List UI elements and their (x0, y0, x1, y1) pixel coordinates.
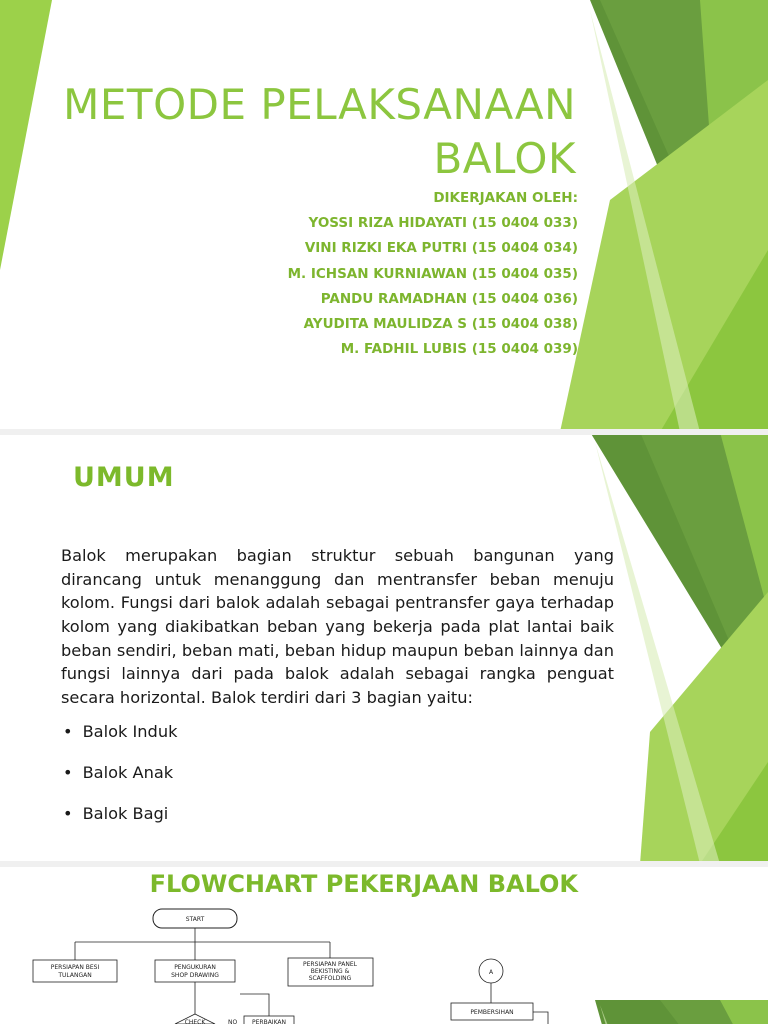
node-persiapan-besi-label: TULANGAN (58, 972, 92, 979)
slide-separator (0, 861, 768, 867)
flowchart-diagram (0, 864, 768, 1024)
title-line-1: METODE PELAKSANAAN (63, 80, 576, 129)
node-shop-drawing-label: SHOP DRAWING (171, 972, 219, 979)
node-perbaikan-label: PERBAIKAN (252, 1019, 286, 1024)
start-label: START (185, 916, 205, 923)
presentation-title (63, 78, 576, 186)
title-slide (0, 0, 768, 432)
node-persiapan-panel-label: BEKISTING & (310, 968, 350, 975)
author-item: M. ICHSAN KURNIAWAN (15 0404 035) (287, 265, 578, 282)
connector-a-label: A (488, 969, 494, 976)
node-no-label: NO (228, 1019, 238, 1024)
author-item: YOSSI RIZA HIDAYATI (15 0404 033) (308, 215, 578, 232)
node-persiapan-panel-label: PERSIAPAN PANEL (303, 961, 357, 968)
list-item: • Balok Induk (63, 722, 177, 763)
bullet-list (63, 722, 177, 845)
content-slide (0, 432, 768, 864)
author-list (288, 186, 578, 362)
slide-separator (0, 429, 768, 435)
author-item: VINI RIZKI EKA PUTRI (15 0404 034) (304, 240, 578, 257)
node-persiapan-besi-label: PERSIAPAN BESI (50, 964, 100, 971)
body-paragraph: Balok merupakan bagian struktur sebuah bangunan yang dirancang untuk menanggung dan mentransfer beban menuju kolom. Fungsi dari balok adalah sebagai pentransfer gaya terhadap kolom yang diakibatkan beban yang bekerja pada plat lantai baik beban sendiri, beban mati, beban hidup maupun beban lainnya dan fungsi lainnya dari pada balok adalah sebagai rangka penguat secara horizontal. Balok terdiri dari 3 bagian yaitu: (61, 546, 614, 707)
flowchart-title: FLOWCHART PEKERJAAN BALOK (149, 870, 578, 898)
author-item: PANDU RAMADHAN (15 0404 036) (320, 290, 578, 307)
section-heading: UMUM (73, 462, 175, 493)
node-pembersihan-label: PEMBERSIHAN (470, 1009, 514, 1016)
title-line-2: BALOK (433, 134, 576, 183)
flowchart-slide (0, 864, 768, 1024)
list-item: • Balok Anak (63, 763, 177, 804)
node-shop-drawing-label: PENGUKURAN (174, 964, 216, 971)
node-check-label: CHECK (184, 1019, 206, 1024)
author-heading: DIKERJAKAN OLEH: (433, 190, 578, 206)
node-persiapan-panel-label: SCAFFOLDING (308, 975, 352, 982)
author-item: M. FADHIL LUBIS (15 0404 039) (340, 341, 578, 358)
author-item: AYUDITA MAULIDZA S (15 0404 038) (303, 316, 578, 333)
list-item: • Balok Bagi (63, 804, 177, 845)
